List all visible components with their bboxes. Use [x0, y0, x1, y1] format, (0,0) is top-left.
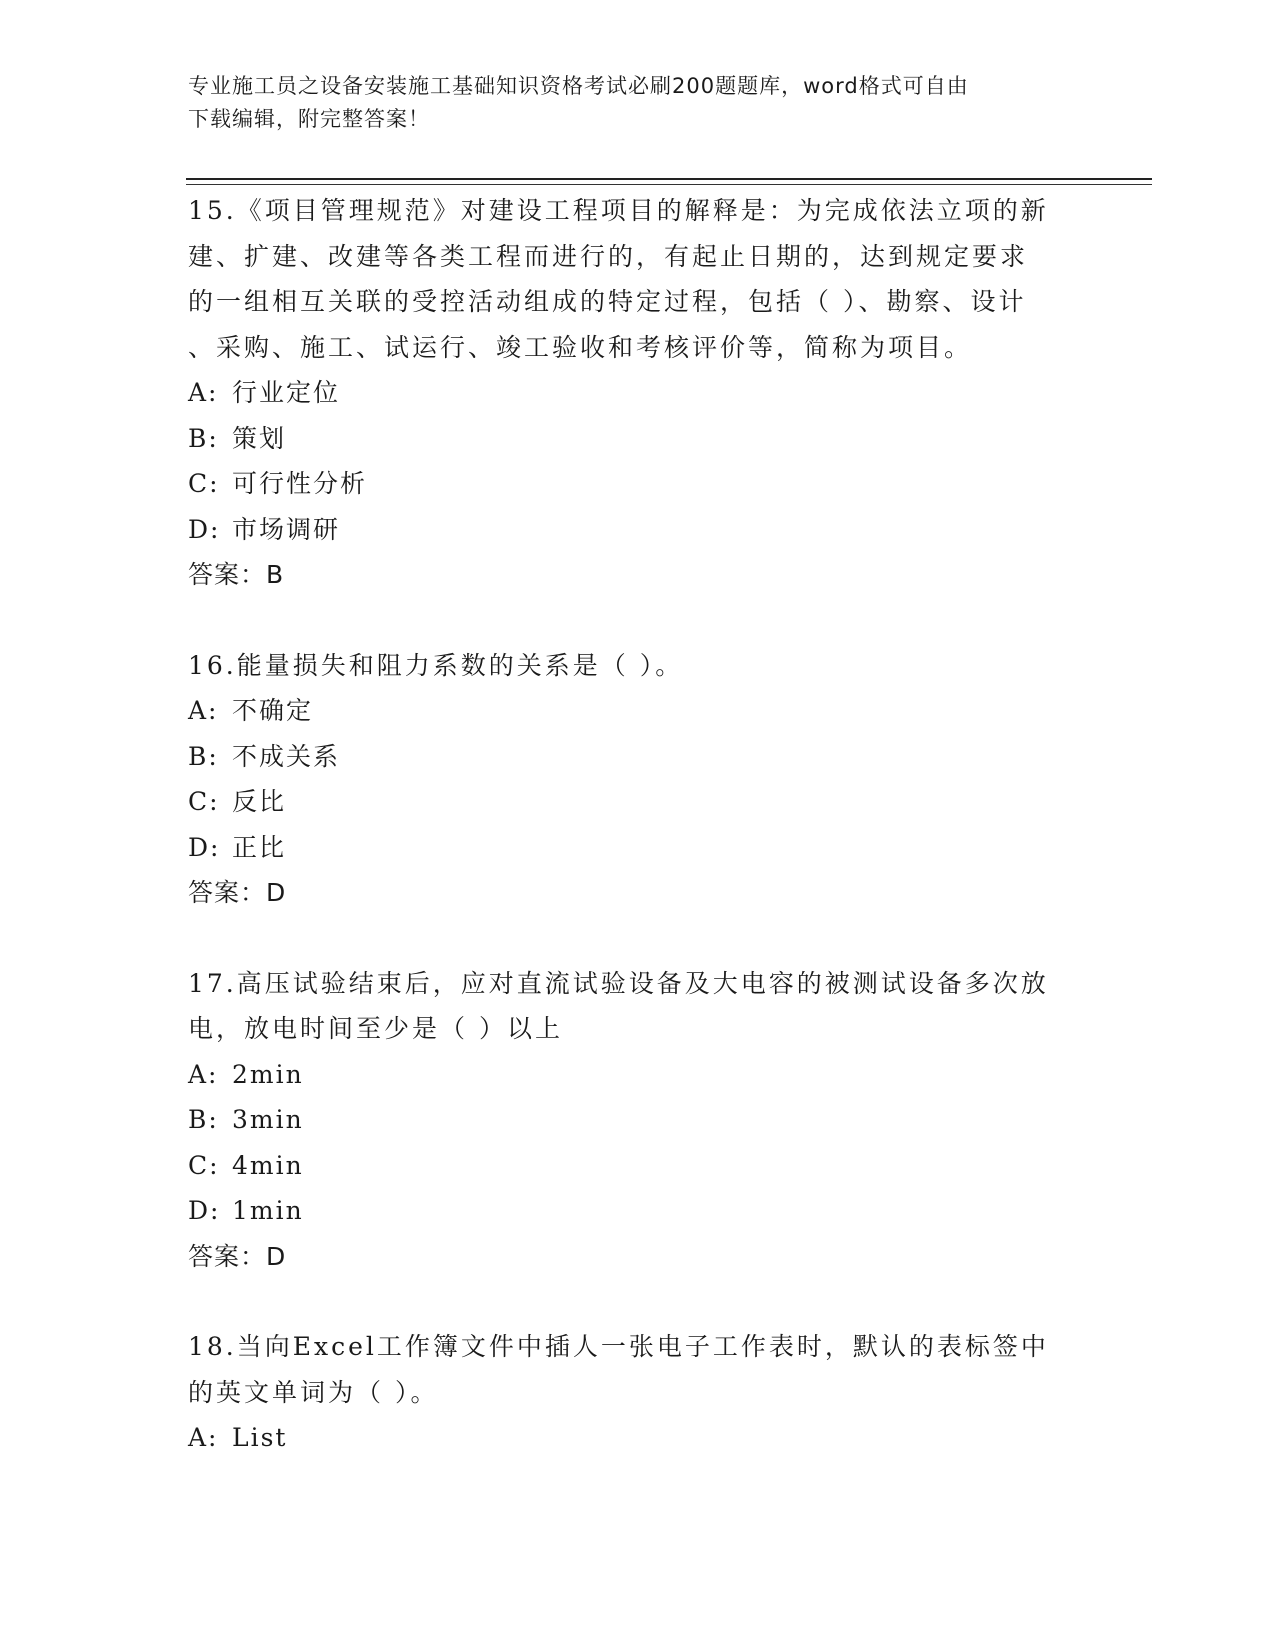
option-letter: D: — [188, 514, 221, 544]
answer-option — [188, 416, 1088, 462]
option-text: List — [232, 1423, 288, 1452]
option-text: 不确定 — [232, 696, 314, 725]
option-text: 1min — [232, 1196, 304, 1225]
answer-option — [188, 825, 1088, 871]
question-text-line: 17.高压试验结束后，应对直流试验设备及大电容的被测试设备多次放 — [188, 968, 1049, 998]
answer-option — [188, 1415, 1088, 1461]
question-text-line: 、采购、施工、试运行、竣工验收和考核评价等，简称为项目。 — [188, 332, 973, 362]
header-line-1: 专业施工员之设备安装施工基础知识资格考试必刷200题题库，word格式可自由 — [188, 74, 969, 98]
answer-option — [188, 1188, 1088, 1234]
question-text-line: 16.能量损失和阻力系数的关系是（ ）。 — [188, 650, 684, 680]
answer-option — [188, 779, 1088, 825]
answer-key: 答案：D — [188, 1241, 287, 1271]
document-header — [188, 70, 1068, 136]
header-line-2: 下载编辑，附完整答案！ — [188, 107, 430, 131]
question-text-line: 电，放电时间至少是（ ）以上 — [188, 1014, 563, 1043]
question-block — [188, 961, 1088, 1280]
option-letter: A: — [188, 1423, 219, 1452]
option-letter: C: — [188, 787, 220, 816]
answer-key: 答案：D — [188, 878, 287, 907]
answer-key: 答案：B — [188, 560, 285, 589]
option-letter: C: — [188, 469, 220, 498]
answer-option — [188, 1143, 1088, 1189]
option-text: 正比 — [232, 832, 287, 862]
question-list — [188, 188, 1088, 1461]
question-text-line: 的英文单词为（ ）。 — [188, 1377, 439, 1407]
option-text: 行业定位 — [232, 378, 341, 407]
option-letter: B: — [188, 1105, 219, 1134]
option-letter: B: — [188, 423, 219, 453]
header-divider-thin — [186, 184, 1152, 185]
option-letter: A: — [188, 1059, 219, 1089]
option-letter: A: — [188, 696, 219, 725]
answer-option — [188, 1097, 1088, 1143]
option-letter: B: — [188, 741, 219, 771]
option-text: 市场调研 — [232, 514, 341, 544]
option-letter: C: — [188, 1150, 220, 1180]
option-text: 不成关系 — [232, 741, 341, 771]
question-text-line: 的一组相互关联的受控活动组成的特定过程，包括（ ）、勘察、设计 — [188, 287, 1027, 316]
option-text: 2min — [232, 1059, 304, 1089]
option-text: 反比 — [232, 787, 287, 816]
answer-option — [188, 507, 1088, 553]
answer-option — [188, 688, 1088, 734]
option-text: 4min — [232, 1150, 304, 1180]
answer-option — [188, 370, 1088, 416]
question-block — [188, 188, 1088, 598]
question-text-line: 建、扩建、改建等各类工程而进行的，有起止日期的，达到规定要求 — [188, 241, 1029, 271]
question-block — [188, 1324, 1088, 1461]
option-letter: D: — [188, 832, 221, 862]
question-text-line: 15.《项目管理规范》对建设工程项目的解释是：为完成依法立项的新 — [188, 196, 1049, 225]
option-text: 可行性分析 — [232, 469, 368, 498]
answer-option — [188, 734, 1088, 780]
option-text: 3min — [232, 1105, 304, 1134]
option-text: 策划 — [232, 423, 287, 453]
option-letter: A: — [188, 378, 219, 407]
answer-option — [188, 1052, 1088, 1098]
question-text-line: 18.当向Excel工作簿文件中插人一张电子工作表时，默认的表标签中 — [188, 1332, 1049, 1361]
option-letter: D: — [188, 1196, 221, 1225]
question-block — [188, 643, 1088, 916]
answer-option — [188, 461, 1088, 507]
header-divider-thick — [186, 178, 1152, 180]
